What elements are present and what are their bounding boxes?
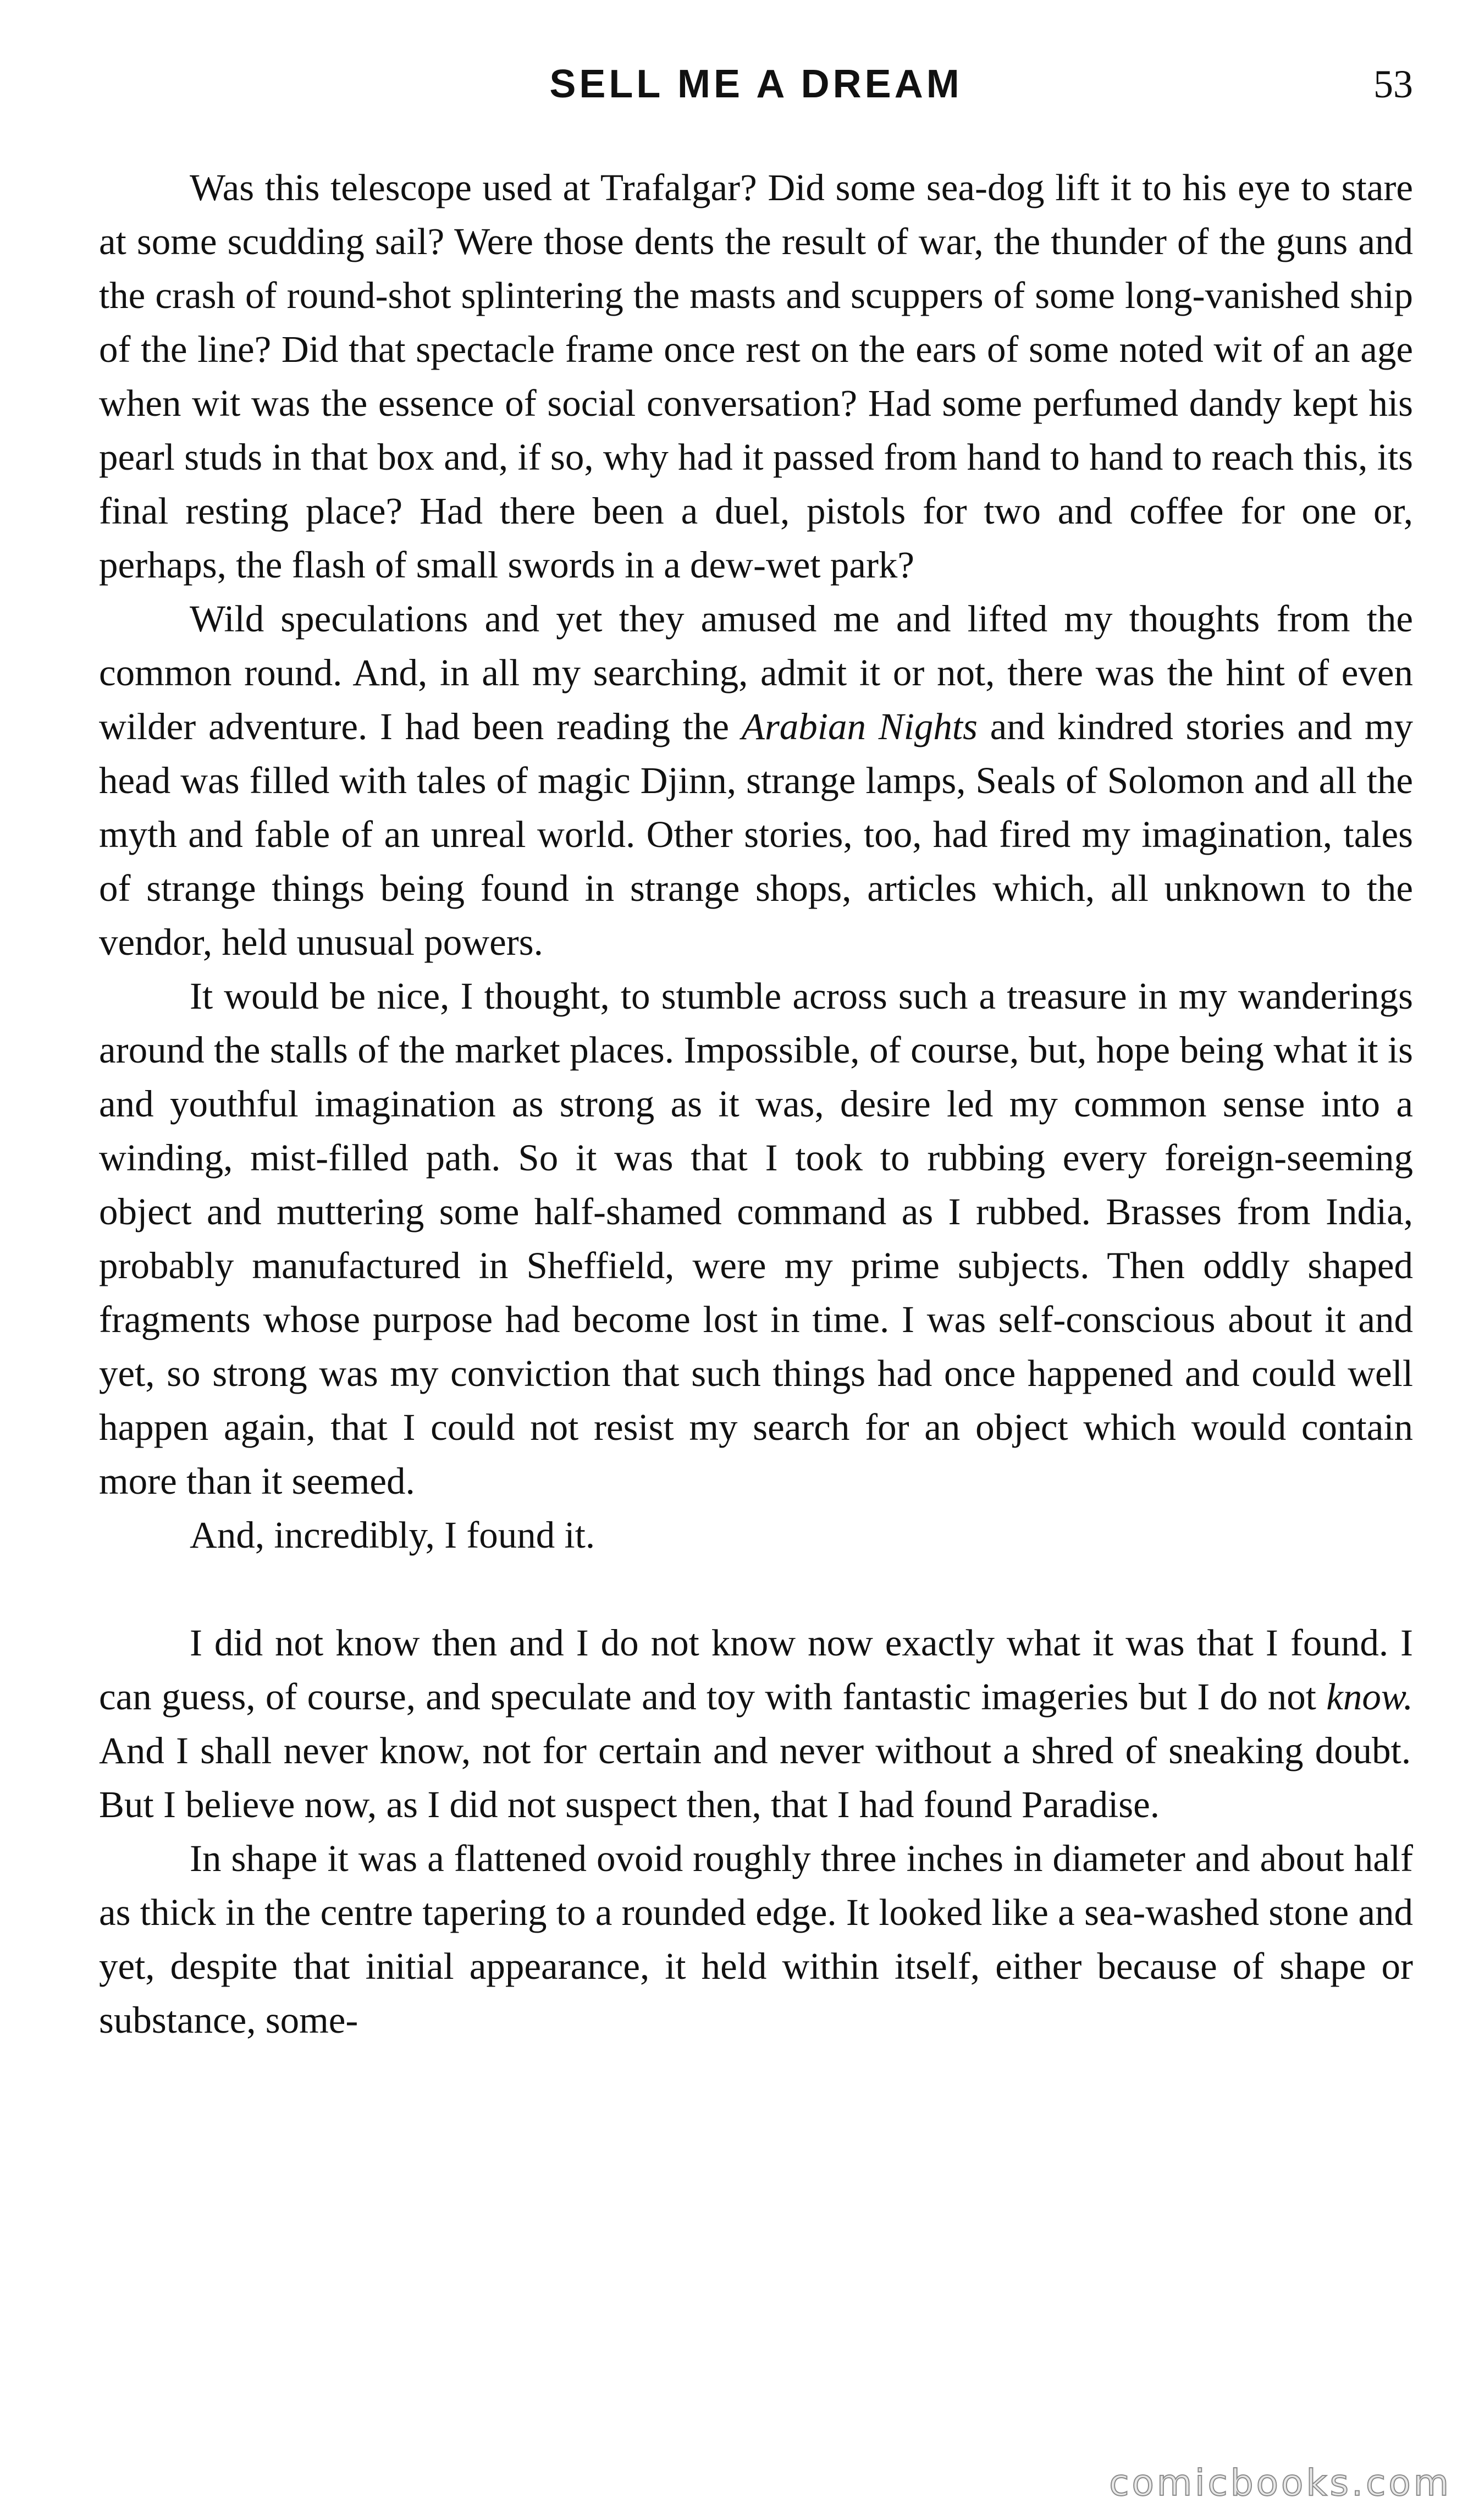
text-run: I did not know then and I do not know now exactly what it was that I found. I can guess, of course, and speculate and toy with fantastic imageries but I do not [99, 1622, 1413, 1718]
paragraph-did-not-know [99, 1616, 1413, 1831]
paragraph-wild-speculations [99, 592, 1413, 969]
running-head [99, 54, 1413, 114]
paragraph-stumble-treasure [99, 969, 1413, 1508]
emphasis-italic: know. [1326, 1676, 1413, 1718]
text-run: And I shall never know, not for certain and never without a shred of sneaking doubt. But I believe now, as I did not suspect then, that I had found Paradise. [99, 1730, 1411, 1825]
paragraph-found-it [99, 1508, 1413, 1562]
watermark-logo: comicbooks.com [1109, 2462, 1452, 2504]
running-title: SELL ME A DREAM [549, 62, 963, 106]
page-number: 53 [1373, 62, 1413, 106]
text-run: and kindred stories and my head was filled with tales of magic Djinn, strange lamps, Seals of Solomon and all the myth and fable of an unreal world. Other stories, too, had fired my imagination, tales of strange things being found in strange shops, articles which, all unknown to the vendor, held unusual powers. [99, 706, 1413, 963]
text-run: Was this telescope used at Trafalgar? Did some sea-dog lift it to his eye to stare at some scudding sail? Were those dents the result of war, the thunder of the guns and the crash of round-shot splintering the masts and scuppers of some long-vanished ship of the line? Did that spectacle frame once rest on the ears of some noted wit of an age when wit was the essence of social conversation? Had some perfumed dandy kept his pearl studs in that box and, if so, why had it passed from hand to hand to reach this, its final resting place? Had there been a duel, pistols for two and coffee for one or, perhaps, the flash of small swords in a dew-wet park? [99, 167, 1413, 586]
text-run: It would be nice, I thought, to stumble across such a treasure in my wanderings around the stalls of the market places. Impossible, of course, but, hope being what it is and youthful imagination as strong as it was, desire led my common sense into a winding, mist-filled path. So it was that I took to rubbing every foreign-seeming object and muttering some half-shamed command as I rubbed. Brasses from India, probably manufactured in Sheffield, were my prime subjects. Then oddly shaped fragments whose purpose had become lost in time. I was self-conscious about it and yet, so strong was my conviction that such things had once happened and could well happen again, that I could not resist my search for an object which would contain more than it seemed. [99, 975, 1413, 1502]
paragraph-telescope [99, 161, 1413, 592]
paragraph-ovoid-shape [99, 1831, 1413, 2047]
text-run: Wild speculations and yet they amused me and lifted my thoughts from the common round. And, in all my searching, admit it or not, there was the hint of even wilder adventure. I had been reading the [99, 598, 1413, 747]
text-run: In shape it was a flattened ovoid roughly three inches in diameter and about half as thick in the centre tapering to a rounded edge. It looked like a sea-washed stone and yet, despite that initial appearance, it held within itself, either because of shape or substance, some- [99, 1837, 1413, 2041]
body-text [99, 161, 1413, 2047]
book-title-italic: Arabian Nights [741, 706, 978, 747]
text-run: And, incredibly, I found it. [190, 1514, 595, 1556]
